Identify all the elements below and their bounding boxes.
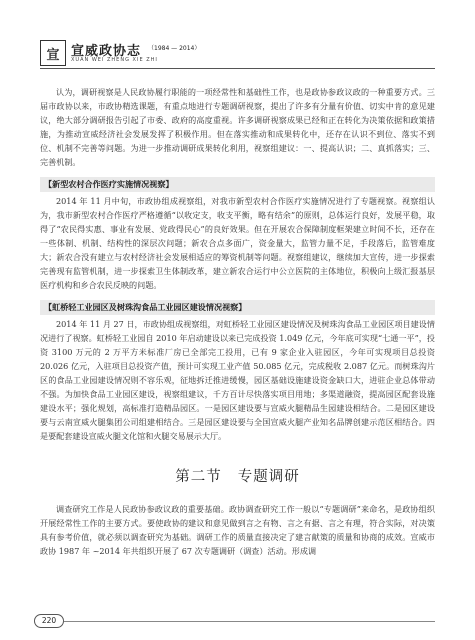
section-heading-industrial: 【虹桥轻工业园区及树珠沟食品工业园区建设情况视察】 [40, 300, 435, 315]
chapter-title [40, 465, 435, 486]
logo-icon: 宣 [40, 40, 66, 66]
section-paragraph-industrial: 2014 年 11 月 27 日，市政协组成视察组，对虹桥轻工业园区建设情况及树珠沟食品工业园区项目建设情况进行了视察。虹桥轻工业园自 2010 年启动建设以来已完成投资 1.049 亿元，今年底可实现“七通一平”，投资 3100 万元的 2 万平方米标准厂房已全部完工投用，已有 9 家企业入驻园区，今年可实现项目总投资 20.026 亿元，入驻项目总投资产值，预计可实现工业产值 50.085 亿元，完成税收 2.087 亿元。而树珠沟片区的食品工业园建设情况则不容乐观，征地拆迁推进缓慢，园区基础设施建设资金缺口大，进驻企业总体带动不强。为加快食品工业园区建设，视察组建议，千方百计尽快落实项目用地；多渠道融资，提高园区配套设施建设水平；强化规划，高标准打造精品园区。一是园区建设要与宣威火腿精品生园建设相结合。二是园区建设要与云南宣威火腿集团公司组建相结合。三是园区建设要与全国宣威火腿产业知名品牌创建示范区相结合。四是要配套建设宣威火腿文化馆和火腿交易展示大厅。 [40, 319, 435, 441]
book-years: （1984 — 2014） [148, 45, 201, 52]
header-divider [40, 68, 435, 69]
footer-divider [64, 621, 435, 622]
page-header [40, 40, 435, 66]
book-pinyin: XUAN WEI ZHENG XIE ZHI [71, 57, 158, 63]
section-heading-medical: 【新型农村合作医疗实施情况视察】 [40, 177, 435, 192]
page-number: 220 [34, 614, 64, 628]
book-title: 宣威政协志 [71, 44, 142, 59]
intro-paragraph: 认为，调研视察是人民政协履行职能的一项经常性和基础性工作，也是政协参政议政的一种重要方式。三届市政协以来，市政协精选课题，有重点地进行专题调研视察，提出了许多有分量有价值、切实中肯的意见建议，绝大部分调研报告引起了市委、政府的高度重视。许多调研视察成果已经和正在转化为决策依据和政策措施，为推动宣威经济社会发展发挥了积极作用。但在落实推动和成果转化中，还存在认识不到位、落实不到位、机制不完善等问题。为进一步推动调研成果转化利用，视察组建议：一、提高认识；二、真抓落实；三、完善机制。 [40, 87, 435, 167]
chapter-number: 第二节 [175, 469, 222, 485]
page-body [40, 85, 435, 558]
section-paragraph-medical: 2014 年 11 月中旬，市政协组成视察组，对我市新型农村合作医疗实施情况进行了专题视察。视察组认为，我市新型农村合作医疗严格遵循“以收定支，收支平衡，略有结余”的原则，总体运行良好，发展平稳，取得了“农民得实惠、事业有发展、党政得民心”的良好效果。但在开展农合保障制度框架建立时间不长，还存在一些体制、机制、结构性的深层次问题；新农合点多面广，资金量大，监管力量不足，手段落后，监管难度大；新农合没有建立与农村经济社会发展相适应的筹资机制等问题。视察组建议，继续加大宣传，进一步探索完善现有监管机制，进一步探索卫生体制改革，建立新农合运行中公立医院的主体地位，积极向上级汇报基层医疗机构和乡合农民反映的问题。 [40, 196, 435, 290]
closing-paragraph: 调查研究工作是人民政协参政议政的重要基础。政协调查研究工作一般以“专题调研”来命名，是政协组织开展经常性工作的主要方式。要使政协的建议和意见做到言之有物、言之有据、言之有理，符合实际，对决策具有参考价值，就必须以调查研究为基础。调研工作的质量直接决定了建言献策的质量和协商的成效。宣威市政协 1987 年 ~2014 年共组织开展了 67 次专题调研（调查）活动。形成调 [40, 504, 435, 556]
chapter-name: 专题调研 [237, 469, 300, 485]
